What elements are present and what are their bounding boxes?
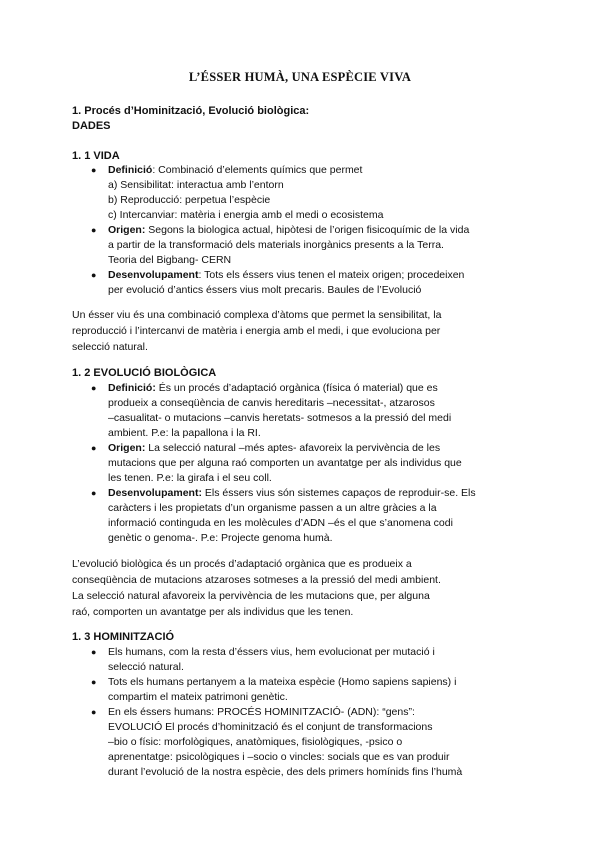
vida-item-line: a) Sensibilitat: interactua amb l’entorn bbox=[108, 179, 284, 191]
bullet-icon: ● bbox=[91, 707, 97, 717]
vida-item-line: c) Intercanviar: matèria i energia amb el medi o ecosistema bbox=[108, 209, 384, 221]
document-title: L’ÉSSER HUMÀ, UNA ESPÈCIE VIVA bbox=[188, 70, 412, 84]
hominitzacio-item-line: durant l’evolució de la nostra espècie, des dels primers homínids fins l’humà bbox=[108, 766, 463, 778]
section-heading: 1. Procés d’Hominització, Evolució biològica: bbox=[72, 105, 310, 117]
evolucio-item-line: les tenen. P.e: la girafa i el seu coll. bbox=[108, 472, 272, 484]
bullet-icon: ● bbox=[91, 647, 97, 657]
hominitzacio-item-line: compartim el mateix patrimoni genètic. bbox=[108, 691, 288, 703]
bullet-icon: ● bbox=[91, 383, 97, 393]
evolucio-item-line: ambient. P.e: la papallona i la RI. bbox=[108, 427, 261, 439]
vida-item-line: Teoria del Bigbang- CERN bbox=[108, 254, 232, 266]
bullet-icon: ● bbox=[91, 270, 97, 280]
hominitzacio-item-line: Tots els humans pertanyem a la mateixa espècie (Homo sapiens sapiens) i bbox=[108, 676, 457, 688]
evolucio-item-line: informació continguda en les molècules d’ADN –és el que s’anomena codi bbox=[108, 517, 453, 529]
evolucio-paragraph-line: raó, comporten un avantatge per als individus que les tenen. bbox=[72, 606, 354, 618]
bullet-icon: ● bbox=[91, 165, 97, 175]
vida-heading: 1. 1 VIDA bbox=[72, 150, 120, 162]
vida-item-desenvolupament: Desenvolupament: Tots els éssers vius tenen el mateix origen; procedeixen bbox=[108, 269, 465, 281]
vida-item-line: per evolució d’antics éssers vius molt precaris. Baules de l’Evolució bbox=[108, 284, 422, 296]
evolucio-paragraph-line: La selecció natural afavoreix la pervivència de les mutacions que, per alguna bbox=[72, 590, 430, 602]
evolucio-heading: 1. 2 EVOLUCIÓ BIOLÒGICA bbox=[72, 367, 217, 379]
evolucio-paragraph-line: conseqüència de mutacions atzaroses sotmeses a la pressió del medi ambient. bbox=[72, 574, 441, 586]
evolucio-item-origen: Origen: La selecció natural –més aptes- afavoreix la pervivència de les bbox=[108, 442, 441, 454]
evolucio-paragraph-line: L’evolució biològica és un procés d’adaptació orgànica que es produeix a bbox=[72, 558, 412, 570]
evolucio-item-line: mutacions que per alguna raó comporten un avantatge per als individus que bbox=[108, 457, 462, 469]
hominitzacio-item-line: EVOLUCIÓ El procés d’hominització és el conjunt de transformacions bbox=[108, 721, 433, 733]
hominitzacio-heading: 1. 3 HOMINITZACIÓ bbox=[72, 631, 175, 643]
vida-paragraph-line: selecció natural. bbox=[72, 341, 148, 353]
hominitzacio-item-line: selecció natural. bbox=[108, 661, 184, 673]
hominitzacio-item-line: En els éssers humans: PROCÉS HOMINITZACIÓ- (ADN): “gens”: bbox=[108, 706, 415, 718]
evolucio-item-line: genètic o genoma-. P.e: Projecte genoma humà. bbox=[108, 532, 333, 544]
bullet-icon: ● bbox=[91, 677, 97, 687]
vida-item-line: a partir de la transformació dels materials inorgànics presents a la Terra. bbox=[108, 239, 444, 251]
vida-paragraph-line: reproducció i l’intercanvi de matèria i energia amb el medi, i que evoluciona per bbox=[72, 325, 441, 337]
section-subheading: DADES bbox=[72, 120, 111, 132]
bullet-icon: ● bbox=[91, 225, 97, 235]
hominitzacio-item-line: aprenentatge: psicològiques i –socio o vincles: socials que es van produir bbox=[108, 751, 450, 763]
hominitzacio-item-line: Els humans, com la resta d’éssers vius, hem evolucionat per mutació i bbox=[108, 646, 435, 658]
bullet-icon: ● bbox=[91, 443, 97, 453]
vida-item-origen: Origen: Segons la biologica actual, hipòtesi de l’origen fisicoquímic de la vida bbox=[108, 224, 470, 236]
vida-item-definicio: Definició: Combinació d’elements químics que permet bbox=[108, 164, 363, 176]
evolucio-item-desenvolupament: Desenvolupament: Els éssers vius són sistemes capaços de reproduir-se. Els bbox=[108, 487, 476, 499]
evolucio-item-definicio: Definició: És un procés d’adaptació orgànica (física ó material) que es bbox=[108, 382, 438, 394]
hominitzacio-item-line: –bio o físic: morfològiques, anatòmiques, fisiològiques, -psico o bbox=[108, 736, 403, 748]
evolucio-item-line: produeix a conseqüència de canvis hereditaris –necessitat-, atzarosos bbox=[108, 397, 435, 409]
bullet-icon: ● bbox=[91, 488, 97, 498]
vida-paragraph-line: Un ésser viu és una combinació complexa d’àtoms que permet la sensibilitat, la bbox=[72, 309, 442, 321]
evolucio-item-line: –casualitat- o mutacions –canvis heretats- sotmesos a la pressió del medi bbox=[108, 412, 452, 424]
vida-item-line: b) Reproducció: perpetua l’espècie bbox=[108, 194, 271, 206]
evolucio-item-line: caràcters i les propietats d’un organisme passen a un altre gràcies a la bbox=[108, 502, 437, 514]
